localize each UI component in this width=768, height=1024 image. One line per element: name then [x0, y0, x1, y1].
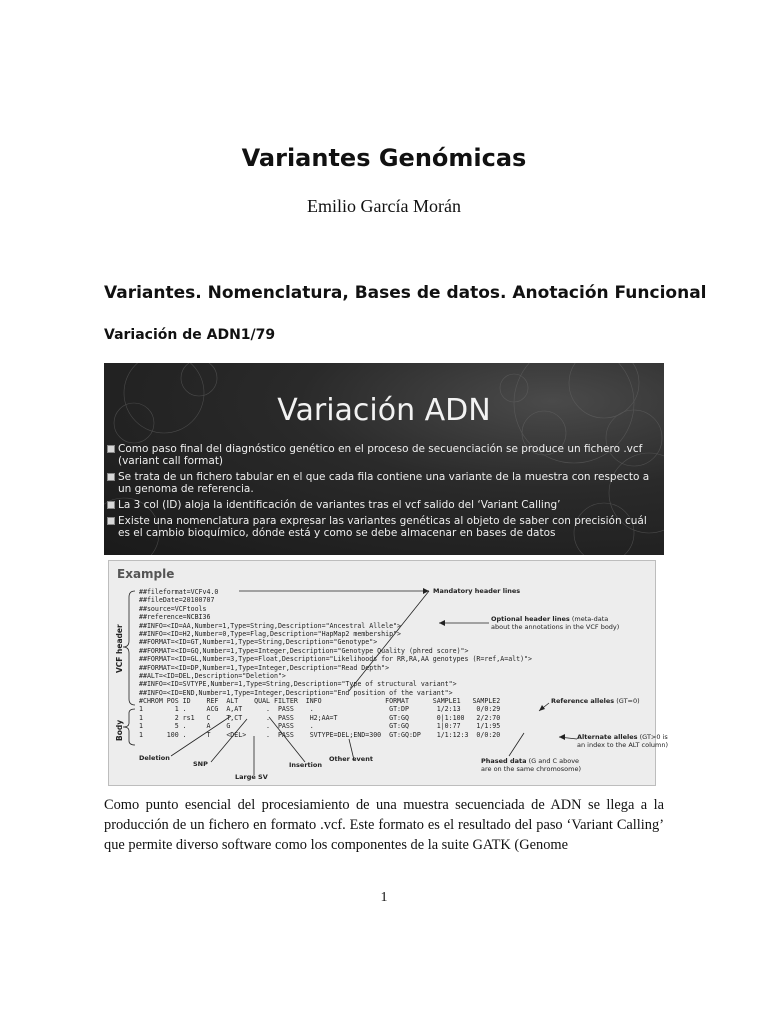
callout-large-sv: Large SV: [235, 773, 268, 781]
checkbox-bullet-icon: [107, 517, 115, 525]
vcf-line: ##FORMAT=<ID=GQ,Number=1,Type=Integer,Description="Genotype Quality (phred score)">: [139, 646, 469, 655]
callout-mandatory: Mandatory header lines: [433, 587, 521, 595]
slide-title: Variación ADN: [277, 393, 491, 428]
vcf-line: ##ALT=<ID=DEL,Description="Deletion">: [139, 671, 286, 680]
bullet-text: Existe una nomenclatura para expresar las variantes genéticas al objeto de saber con precisión cuál es el cambio bioquímico, dónde está y como se debe almacenar en bases de datos: [118, 515, 647, 539]
vcf-line: 1 5 . A G . PASS . GT:GQ 1|0:77 1/1:95: [139, 722, 501, 731]
checkbox-bullet-icon: [107, 501, 115, 509]
slide-bullet: [106, 499, 662, 511]
vcf-line: ##INFO=<ID=SVTYPE,Number=1,Type=String,Description="Type of structural variant">: [139, 680, 457, 689]
slide-bullets: [106, 443, 662, 543]
callout-alternate: Alternate alleles (GT>0 is an index to the ALT column): [577, 733, 669, 749]
vcf-line: ##FORMAT=<ID=GT,Number=1,Type=String,Description="Genotype">: [139, 638, 378, 647]
vcf-line: ##source=VCFtools: [139, 604, 207, 613]
callout-optional: Optional header lines (meta-data about the annotations in the VCF body): [491, 615, 620, 631]
page-number: 1: [380, 890, 388, 905]
vcf-line: ##fileDate=20100707: [139, 596, 215, 605]
vcf-line: ##reference=NCBI36: [139, 613, 211, 622]
vcf-line: ##FORMAT=<ID=GL,Number=3,Type=Float,Description="Likelihoods for RR,RA,AA genotypes (R=ref,A=alt)">: [139, 655, 533, 664]
vcf-example-figure: [108, 560, 669, 786]
vcf-line: ##INFO=<ID=H2,Number=0,Type=Flag,Description="HapMap2 membership">: [139, 629, 402, 638]
callout-insertion: Insertion: [289, 761, 322, 769]
vcf-column-header: #CHROM POS ID REF ALT QUAL FILTER INFO FORMAT SAMPLE1 SAMPLE2: [139, 697, 501, 706]
checkbox-bullet-icon: [107, 473, 115, 481]
vcf-header-label: VCF header: [115, 624, 124, 673]
callout-deletion: Deletion: [139, 754, 170, 762]
subsection-heading: Variación de ADN1/79: [104, 327, 276, 343]
vcf-line: ##INFO=<ID=AA,Number=1,Type=String,Description="Ancestral Allele">: [139, 621, 402, 630]
callout-phased: Phased data (G and C above are on the same chromosome): [481, 757, 581, 773]
bullet-text: Como paso final del diagnóstico genético en el proceso de secuenciación se produce un fichero .vcf (variant call format): [118, 443, 643, 467]
vcf-line: 1 100 . T <DEL> . PASS SVTYPE=DEL;END=300 GT:GQ:DP 1/1:12:3 0/0:20: [139, 730, 501, 739]
callout-other-event: Other event: [329, 755, 373, 763]
example-title: Example: [117, 567, 175, 581]
slide-bullet: [106, 515, 662, 539]
body-paragraph: Como punto esencial del procesiamiento de una muestra secuenciada de ADN se llega a la producción de un fichero en formato .vcf. Este formato es el resultado del paso ‘Variant Calling’ que permite diverso software como los componentes de la suite GATK (Genome: [104, 797, 664, 853]
vcf-code-block: [139, 588, 532, 739]
vcf-line: ##fileformat=VCFv4.0: [139, 588, 219, 596]
vcf-line: ##INFO=<ID=END,Number=1,Type=Integer,Description="End position of the variant">: [139, 688, 453, 697]
checkbox-bullet-icon: [107, 445, 115, 453]
slide-bullet: [106, 471, 662, 495]
slide-image: [104, 363, 664, 555]
vcf-line: 1 2 rs1 C T,CT . PASS H2;AA=T GT:GQ 0|1:100 2/2:70: [139, 713, 501, 722]
vcf-line: ##FORMAT=<ID=DP,Number=1,Type=Integer,Description="Read Depth">: [139, 663, 390, 672]
author-name: Emilio García Morán: [307, 196, 461, 216]
document-title: Variantes Genómicas: [241, 144, 527, 172]
bullet-text: Se trata de un fichero tabular en el que cada fila contiene una variante de la muestra con respecto a un genoma de referencia.: [118, 471, 650, 495]
section-heading: Variantes. Nomenclatura, Bases de datos. Anotación Funcional: [104, 283, 707, 303]
vcf-line: 1 1 . ACG A,AT . PASS . GT:DP 1/2:13 0/0:29: [139, 705, 501, 714]
body-label: Body: [115, 719, 124, 741]
bullet-text: La 3 col (ID) aloja la identificación de variantes tras el vcf salido del ‘Variant Calling’: [118, 499, 561, 511]
callout-reference: Reference alleles (GT=0): [551, 697, 640, 705]
callout-snp: SNP: [193, 760, 208, 768]
slide-bullet: [106, 443, 662, 467]
